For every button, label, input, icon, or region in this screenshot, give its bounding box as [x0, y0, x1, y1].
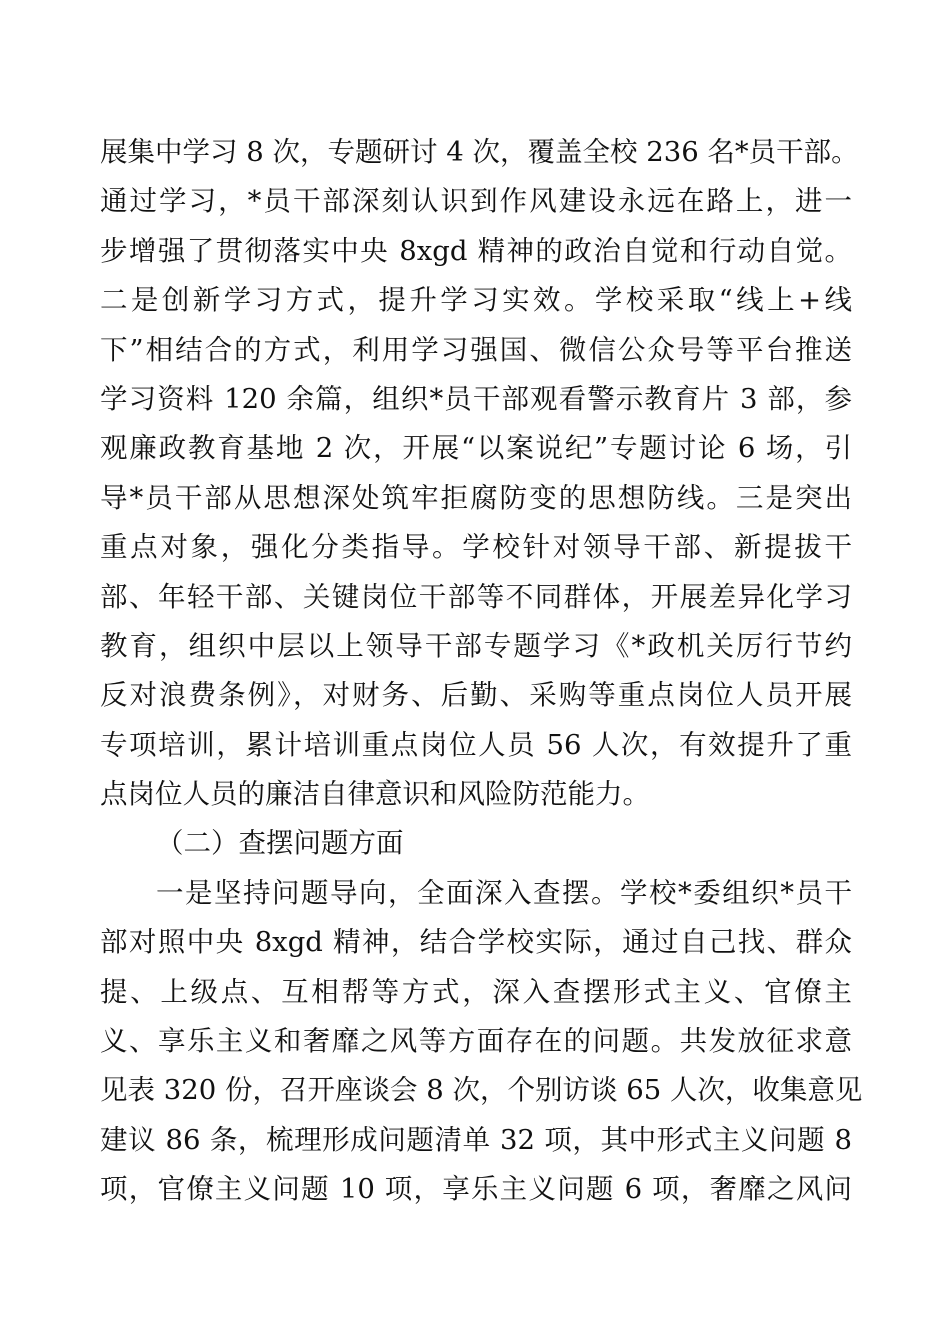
- text-line: 一是坚持问题导向，全面深入查摆。学校*委组织*员干: [156, 876, 852, 909]
- text-line: 教育，组织中层以上领导干部专题学习《*政机关厉行节约: [100, 629, 852, 662]
- text-line: 义、享乐主义和奢靡之风等方面存在的问题。共发放征求意: [100, 1025, 852, 1058]
- text-line: 导*员干部从思想深处筑牢拒腐防变的思想防线。三是突出: [100, 481, 852, 514]
- text-line: 二是创新学习方式，提升学习实效。学校采取“线上+线: [100, 284, 852, 317]
- text-line: 项，官僚主义问题 10 项，享乐主义问题 6 项，奢靡之风问: [100, 1173, 852, 1206]
- text-line: 重点对象，强化分类指导。学校针对领导干部、新提拔干: [100, 531, 852, 564]
- text-line: 专项培训，累计培训重点岗位人员 56 人次，有效提升了重: [100, 728, 852, 761]
- text-line: 通过学习，*员干部深刻认识到作风建设永远在路上，进一: [100, 185, 852, 218]
- text-line: 展集中学习 8 次，专题研讨 4 次，覆盖全校 236 名*员干部。: [100, 136, 859, 168]
- body-text: [100, 128, 863, 1215]
- text-line: 部、年轻干部、关键岗位干部等不同群体，开展差异化学习: [100, 580, 852, 613]
- text-line: 学习资料 120 余篇，组织*员干部观看警示教育片 3 部，参: [100, 382, 852, 415]
- text-line: 下”相结合的方式，利用学习强国、微信公众号等平台推送: [100, 333, 852, 366]
- text-line: 见表 320 份，召开座谈会 8 次，个别访谈 65 人次，收集意见: [100, 1074, 863, 1107]
- text-line: 点岗位人员的廉洁自律意识和风险防范能力。: [100, 778, 650, 811]
- text-line: 建议 86 条，梳理形成问题清单 32 项，其中形式主义问题 8: [100, 1123, 852, 1156]
- text-line: 提、上级点、互相帮等方式，深入查摆形式主义、官僚主: [100, 975, 852, 1008]
- text-line: 观廉政教育基地 2 次，开展“以案说纪”专题讨论 6 场，引: [100, 432, 852, 465]
- text-line: 步增强了贯彻落实中央 8xgd 精神的政治自觉和行动自觉。: [100, 234, 852, 267]
- section-heading: （二）查摆问题方面: [156, 827, 404, 860]
- text-line: 部对照中央 8xgd 精神，结合学校实际，通过自己找、群众: [100, 926, 852, 959]
- text-line: 反对浪费条例》，对财务、后勤、采购等重点岗位人员开展: [100, 679, 852, 712]
